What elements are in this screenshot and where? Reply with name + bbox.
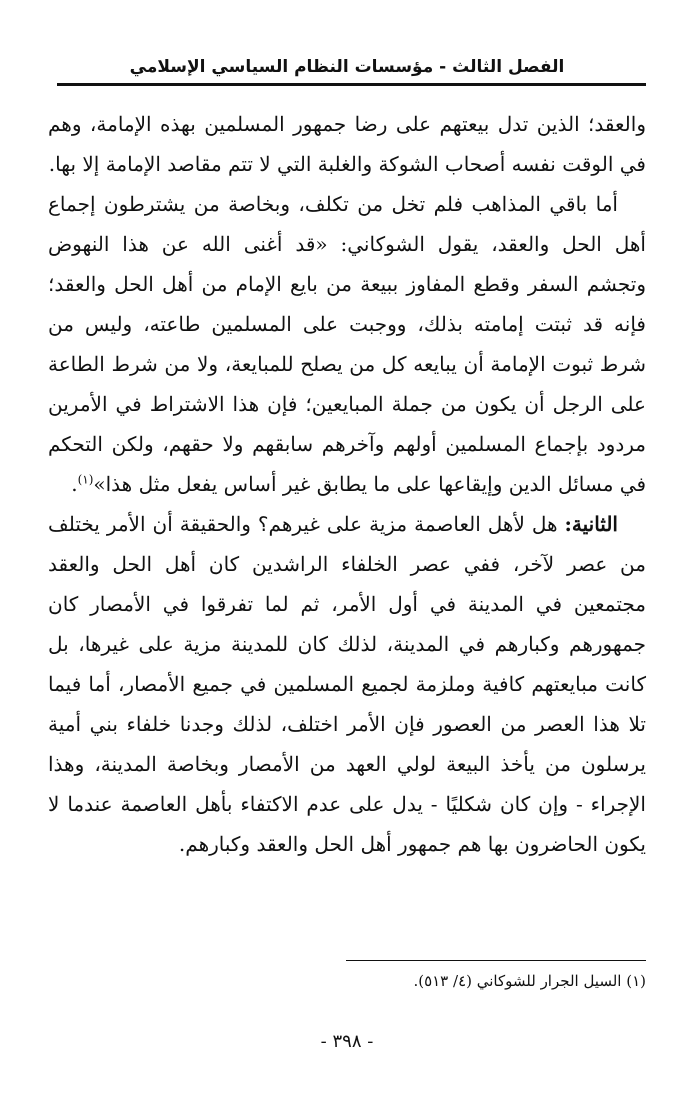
page-number: - ٣٩٨ - bbox=[320, 1031, 374, 1052]
header-rule bbox=[57, 83, 646, 86]
paragraph-3 bbox=[48, 504, 646, 864]
paragraph-1: والعقد؛ الذين تدل بيعتهم على رضا جمهور المسلمين بهذه الإمامة، وهم في الوقت نفسه أصحاب الشوكة والغلبة التي لا تتم مقاصد الإمامة إلا بها. bbox=[48, 112, 646, 176]
running-header: الفصل الثالث - مؤسسات النظام السياسي الإسلامي bbox=[129, 57, 565, 77]
body-text bbox=[48, 104, 646, 864]
footnote-rule bbox=[346, 960, 646, 961]
paragraph-2: أما باقي المذاهب فلم تخل من تكلف، وبخاصة من يشترطون إجماع أهل الحل والعقد، يقول الشوكاني: «قد أغنى الله عن هذا النهوض وتجشم السفر وقطع المفاوز ببيعة من بايع الإمام من أهل الحل والعقد؛ فإنه قد ثبتت إمامته بذلك، ووجبت على المسلمين طاعته، وليس من شرط ثبوت الإمامة أن يبايعه كل من يصلح للمبايعة، ولا من شرط الطاعة على الرجل أن يكون من جملة المبايعين؛ فإن هذا الاشتراط في الأمرين مردود بإجماع المسلمين أولهم وآخرهم سابقهم ولا حقهم، ولكن التحكم في مسائل الدين وإيقاعها على ما يطابق غير أساس يفعل مثل هذا»$^{(١)}$. bbox=[48, 192, 646, 496]
footnote-ref: (١) bbox=[77, 472, 94, 487]
paragraph-3-text: هل لأهل العاصمة مزية على غيرهم؟ والحقيقة أن الأمر يختلف من عصر لآخر، ففي عصر الخلفاء الراشدين كان أهل الحل والعقد مجتمعين في المدينة في أول الأمر، ثم لما تفرقوا في الأمصار كان جمهورهم وكبارهم في المدينة، لذلك كان للمدينة مزية على غيرها، بل كانت مبايعتهم كافية وملزمة لجميع المسلمين في جميع الأمصار، أما فيما تلا هذا العصر من العصور فإن الأمر اختلف، لذلك وجدنا خلفاء بني أمية يرسلون من يأخذ البيعة لولي العهد من الأمصار وبخاصة المدينة، وهذا الإجراء - وإن كان شكليًا - يدل على عدم الاكتفاء بأهل العاصمة عندما لا يكون الحاضرون بها هم جمهور أهل الحل والعقد وكبارهم. bbox=[48, 512, 646, 856]
footnote: (١) السيل الجرار للشوكاني (٤/ ٥١٣). bbox=[413, 972, 646, 990]
paragraph-2-text: أما باقي المذاهب فلم تخل من تكلف، وبخاصة من يشترطون إجماع أهل الحل والعقد، يقول الشوكاني: «قد أغنى الله عن هذا النهوض وتجشم السفر وقطع المفاوز ببيعة من بايع الإمام من أهل الحل والعقد؛ فإنه قد ثبتت إمامته بذلك، ووجبت على المسلمين طاعته، وليس من شرط ثبوت الإمامة أن يبايعه كل من يصلح للمبايعة، ولا من شرط الطاعة على الرجل أن يكون من جملة المبايعين؛ فإن هذا الاشتراط في الأمرين مردود بإجماع المسلمين أولهم وآخرهم سابقهم ولا حقهم، ولكن التحكم في مسائل الدين وإيقاعها على ما يطابق غير أساس يفعل مثل هذا» bbox=[48, 192, 646, 496]
paragraph-3-lead: الثانية: bbox=[564, 512, 618, 536]
